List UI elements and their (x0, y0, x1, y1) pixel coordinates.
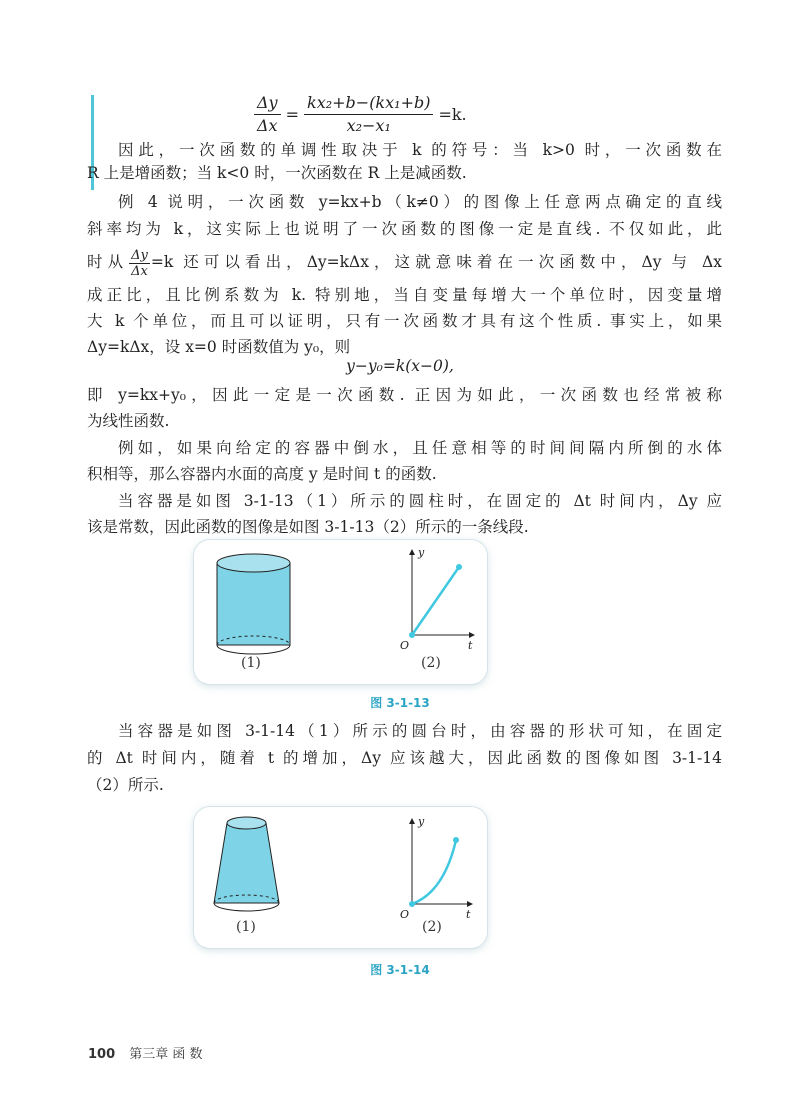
figure-3-1-13-drawing (194, 540, 487, 684)
y-axis-arrow (409, 818, 415, 824)
figure-3-1-14-label-1: (1) (236, 919, 256, 935)
paragraph-example4-line4: 成正比，且比例系数为 k. 特别地，当自变量每增大一个单位时，因变量增 (87, 286, 722, 304)
segment-end-point (456, 564, 462, 570)
formula-rhs-fraction (304, 93, 433, 136)
segment-start-point (409, 632, 415, 638)
paragraph-frustum-line2: 的 Δt 时间内，随着 t 的增加，Δy 应该越大，因此函数的图像如图 3-1-14 (87, 749, 722, 767)
inline-frac-denominator: Δx (131, 263, 148, 279)
figure-3-1-14-caption: 图 3-1-14 (370, 963, 430, 977)
convex-curve (412, 840, 456, 904)
paragraph-frustum-line1: 当容器是如图 3-1-14（1）所示的圆台时，由容器的形状可知，在固定 (118, 722, 722, 740)
origin-label: O (400, 908, 410, 921)
text-after-fraction: =k 还可以看出，Δy=kΔx，这就意味着在一次函数中，Δy 与 Δx (150, 253, 722, 271)
paragraph-water-line2: 积相等，那么容器内水面的高度 y 是时间 t 的函数. (87, 465, 437, 483)
y-axis-label: y (418, 546, 425, 559)
linear-segment (412, 567, 459, 635)
paragraph-monotonicity-line1: 因此，一次函数的单调性取决于 k 的符号：当 k>0 时，一次函数在 (118, 141, 722, 159)
formula-rhs-denominator: x₂−x₁ (346, 116, 391, 135)
figure-3-1-13-label-2: (2) (421, 655, 441, 671)
formula-lhs-fraction (254, 93, 281, 136)
cylinder-body (217, 563, 290, 645)
formula-lhs-numerator: Δy (254, 93, 281, 115)
figure-3-1-13-label-1: (1) (241, 655, 261, 671)
inline-delta-fraction (129, 248, 150, 279)
t-axis-arrow (467, 901, 473, 907)
cylinder-bottom-front (217, 645, 290, 654)
figure-3-1-13-caption: 图 3-1-13 (370, 696, 430, 710)
t-axis-arrow (469, 632, 475, 638)
y-axis-label: y (418, 815, 425, 828)
chapter-title: 第三章 函 数 (129, 1047, 203, 1062)
paragraph-cylinder-line2: 该是常数，因此函数的图像是如图 3-1-13（2）所示的一条线段. (87, 518, 529, 536)
paragraph-example4-line2: 斜率均为 k，这实际上也说明了一次函数的图像一定是直线. 不仅如此，此 (87, 220, 722, 238)
convex-graph (400, 815, 473, 921)
frustum-body (214, 823, 279, 903)
equation-point-slope: y−y₀=k(x−0), (346, 357, 454, 375)
paragraph-example4-line6: Δy=kΔx，设 x=0 时函数值为 y₀，则 (87, 338, 351, 356)
frustum-container (214, 817, 279, 911)
linear-graph (400, 546, 475, 652)
paragraph-example4-line5: 大 k 个单位，而且可以证明，只有一次函数才具有这个性质. 事实上，如果 (87, 312, 722, 330)
t-axis-label: t (466, 908, 471, 921)
figure-3-1-14-label-2: (2) (422, 919, 442, 935)
paragraph-monotonicity-line2: R 上是增函数；当 k<0 时，一次函数在 R 上是减函数. (87, 164, 467, 182)
paragraph-water-line1: 例如，如果向给定的容器中倒水，且任意相等的时间间隔内所倒的水体 (118, 439, 722, 457)
cylinder-top (217, 554, 290, 572)
curve-start-point (409, 901, 415, 907)
paragraph-linear-line2: 为线性函数. (87, 412, 170, 430)
frustum-top (227, 817, 266, 829)
slope-formula (252, 93, 470, 136)
page-number: 100 (88, 1047, 116, 1062)
paragraph-linear-line1: 即 y=kx+y₀，因此一定是一次函数. 正因为如此，一次函数也经常被称 (87, 386, 722, 404)
figure-3-1-14 (194, 807, 487, 948)
paragraph-example4-line1: 例 4 说明，一次函数 y=kx+b（k≠0）的图像上任意两点确定的直线 (118, 193, 722, 211)
formula-result: =k. (438, 105, 467, 124)
formula-rhs-numerator: kx₂+b−(kx₁+b) (304, 93, 433, 115)
frustum-bottom-front (214, 903, 279, 911)
formula-lhs-denominator: Δx (257, 116, 278, 135)
page-footer (88, 1043, 203, 1062)
t-axis-label: t (468, 639, 473, 652)
paragraph-cylinder-line1: 当容器是如图 3-1-13（1）所示的圆柱时，在固定的 Δt 时间内，Δy 应 (118, 492, 722, 510)
text-shi-cong: 时从 (87, 253, 129, 271)
curve-end-point (453, 837, 459, 843)
cylinder-container (217, 554, 290, 654)
y-axis-arrow (409, 549, 415, 555)
paragraph-example4-line3 (87, 247, 722, 279)
formula-equals: = (285, 105, 299, 124)
figure-3-1-13 (194, 540, 487, 684)
inline-frac-numerator: Δy (131, 247, 148, 263)
paragraph-frustum-line3: （2）所示. (87, 776, 164, 794)
origin-label: O (400, 639, 410, 652)
